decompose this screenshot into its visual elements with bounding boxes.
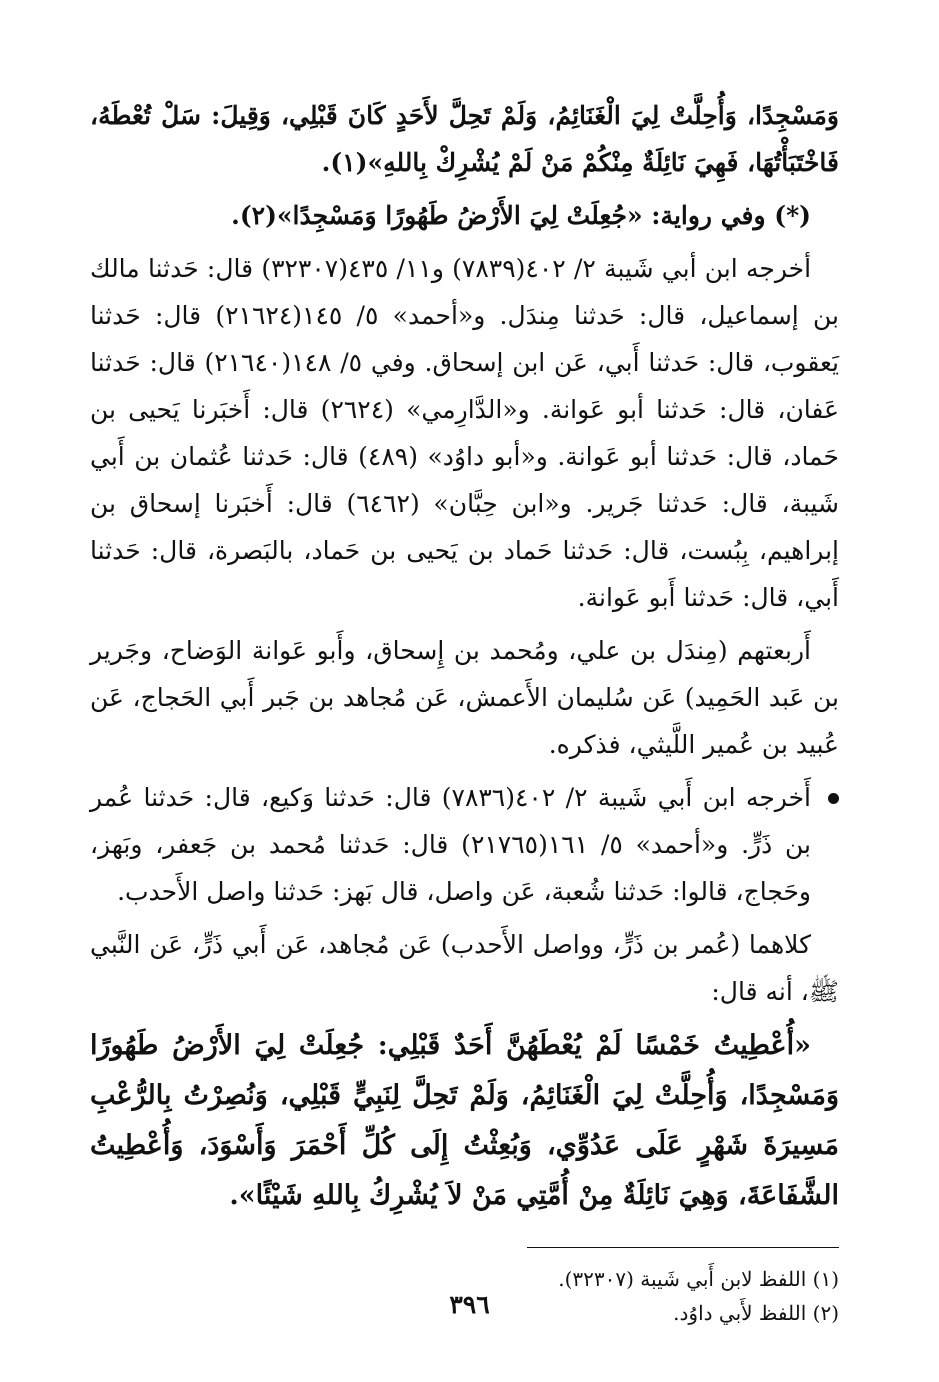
isnad-paragraph: كلاهما (عُمر بن ذَرٍّ، وواصل الأَحدب) عَن مُجاهد، عَن أَبي ذَرٍّ، عَن النَّبي ﷺ، أنه قال: [90,930,839,1006]
takhrij-paragraph: أخرجه ابن أبي شَيبة ٢/ ٤٠٢(٧٨٣٩) و١١/ ٤٣٥(٣٢٣٠٧) قال: حَدثنا مالك بن إسماعيل، قال: حَدثنا مِندَل. و«أحمد» ٥/ ١٤٥(٢١٦٢٤) قال: حَدثنا يَعقوب، قال: حَدثنا أَبي، عَن ابن إسحاق. وفي ٥/ ١٤٨(٢١٦٤٠) قال: حَدثنا عَفان، قال: حَدثنا أبو عَوانة. و«الدَّارِمي» (٢٦٢٤) قال: أَخبَرنا يَحيى بن حَماد، قال: حَدثنا أبو عَوانة. و«أبو داوُد» (٤٨٩) قال: حَدثنا عُثمان بن أَبي شَيبة، قال: حَدثنا جَرير. و«ابن حِبَّان» (٦٤٦٢) قال: أَخبَرنا إسحاق بن إبراهيم، بِبُست، قال: حَدثنا حَماد بن يَحيى بن حَماد، بالبَصرة، قال: حَدثنا أَبي، قال: حَدثنا أَبو عَوانة. [90,254,840,612]
bullet-takhrij-text: أَخرجه ابن أَبي شَيبة ٢/ ٤٠٢(٧٨٣٦) قال: حَدثنا وَكيع، قال: حَدثنا عُمر بن ذَرٍّ. و«أحمد» ٥/ ١٦١(٢١٧٦٥) قال: حَدثنا مُحمد بن جَعفر، وبَهز، وحَجاج، قالوا: حَدثنا شُعبة، عَن واصل، قال بَهز: حَدثنا واصل الأَحدب. [90,783,812,906]
footnote-separator [527,1247,839,1248]
page-number: ٣٩٦ [449,1290,490,1319]
riwaya-paragraph: (*) وفي رواية: «جُعِلَتْ لِيَ الأَرْضُ طَهُورًا وَمَسْجِدًا»(٢). [231,201,811,230]
hadith-continuation: وَمَسْجِدًا، وَأُحِلَّتْ لِيَ الْغَنَائِمُ، وَلَمْ تَحِلَّ لأَحَدٍ كَانَ قَبْلِي، وَقِيلَ: سَلْ تُعْطَهُ، فَاخْتَبَأْتُهَا، فَهِيَ نَائِلَةٌ مِنْكُمْ مَنْ لَمْ يُشْرِكْ بِاللهِ»(١). [90,101,839,177]
hadith-text: «أُعْطِيتُ خَمْسًا لَمْ يُعْطَهُنَّ أَحَدٌ قَبْلِي: جُعِلَتْ لِيَ الأَرْضُ طَهُورًا وَمَسْجِدًا، وَأُحِلَّتْ لِيَ الْغَنَائِمُ، وَلَمْ تَحِلَّ لِنَبِيٍّ قَبْلِي، وَنُصِرْتُ بِالرُّعْبِ مَسِيرَةَ شَهْرٍ عَلَى عَدُوِّي، وَبُعِثْتُ إِلَى كُلِّ أَحْمَرَ وَأَسْوَدَ، وَأُعْطِيتُ الشَّفَاعَةَ، وَهِيَ نَائِلَةٌ مِنْ أُمَّتِي مَنْ لاَ يُشْرِكُ بِاللهِ شَيْئًا». [90,1030,839,1211]
footnote-2: (٢) اللفظ لأَبي داوُد. [673,1301,839,1325]
bullet-takhrij [90,774,839,915]
footnote-1: (١) اللفظ لابن أَبي شَيبة (٣٢٣٠٧). [558,1267,839,1291]
bullet-icon [828,793,839,804]
narrators-paragraph: أَربعتهم (مِندَل بن علي، ومُحمد بن إِسحاق، وأَبو عَوانة الوَضاح، وجَرير بن عَبد الحَمِيد) عَن سُليمان الأَعمش، عَن مُجاهد بن جَبر أَبي الحَجاج، عَن عُبيد بن عُمير اللَّيثي، فذكره. [90,636,839,759]
